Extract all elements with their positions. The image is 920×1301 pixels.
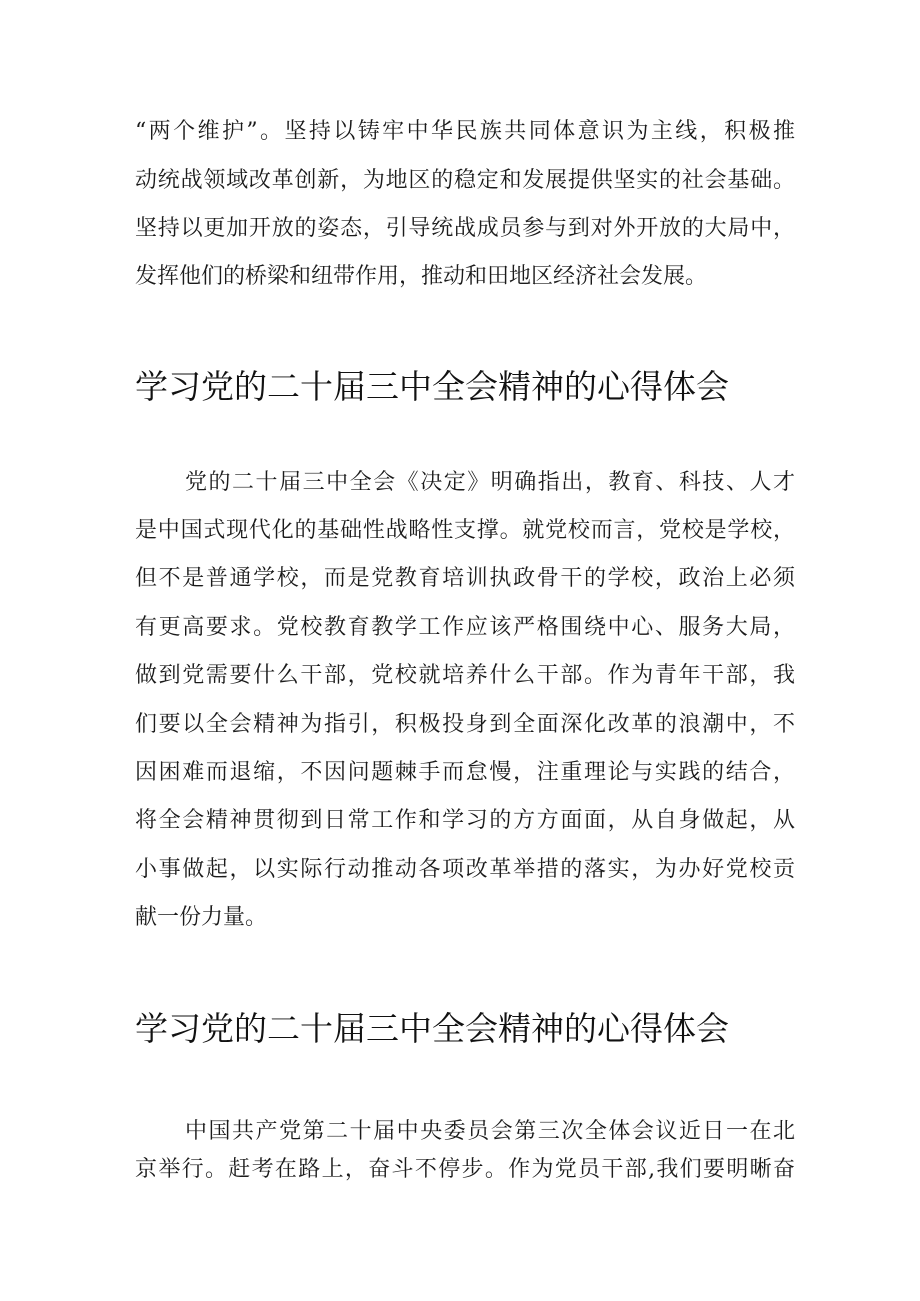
paragraph-line: 发挥他们的桥梁和纽带作用，推动和田地区经济社会发展。 — [135, 264, 708, 289]
paragraph-line: 献一份力量。 — [135, 905, 268, 930]
paragraph-line: 们要以全会精神为指引，积极投身到全面深化改革的浪潮中，不 — [135, 712, 795, 737]
paragraph-line: 将全会精神贯彻到日常工作和学习的方方面面，从自身做起，从 — [135, 808, 795, 833]
paragraph-line: 但不是普通学校，而是党教育培训执政骨干的学校，政治上必须 — [135, 566, 795, 591]
paragraph-line: 坚持以更加开放的姿态，引导统战成员参与到对外开放的大局中， — [135, 216, 795, 241]
paragraph-line: 动统战领域改革创新，为地区的稳定和发展提供坚实的社会基础。 — [135, 168, 795, 193]
paragraph-line: 京举行。赶考在路上，奋斗不停步。作为党员干部,我们要明晰奋 — [135, 1157, 795, 1182]
paragraph-line: 有更高要求。党校教育教学工作应该严格围绕中心、服务大局， — [135, 615, 795, 640]
paragraph-line: “两个维护”。坚持以铸牢中华民族共同体意识为主线，积极推 — [135, 119, 795, 144]
paragraph-line: 小事做起，以实际行动推动各项改革举措的落实，为办好党校贡 — [135, 857, 795, 882]
section-heading: 学习党的二十届三中全会精神的心得体会 — [135, 1009, 729, 1048]
section-heading: 学习党的二十届三中全会精神的心得体会 — [135, 367, 729, 406]
paragraph-line: 党的二十届三中全会《决定》明确指出，教育、科技、人才 — [185, 470, 795, 495]
paragraph-line: 做到党需要什么干部，党校就培养什么干部。作为青年干部，我 — [135, 663, 795, 688]
paragraph-line: 是中国式现代化的基础性战略性支撑。就党校而言，党校是学校， — [135, 518, 795, 543]
paragraph-line: 因困难而退缩，不因问题棘手而怠慢，注重理论与实践的结合， — [135, 760, 795, 785]
paragraph-line: 中国共产党第二十届中央委员会第三次全体会议近日一在北 — [185, 1119, 795, 1144]
